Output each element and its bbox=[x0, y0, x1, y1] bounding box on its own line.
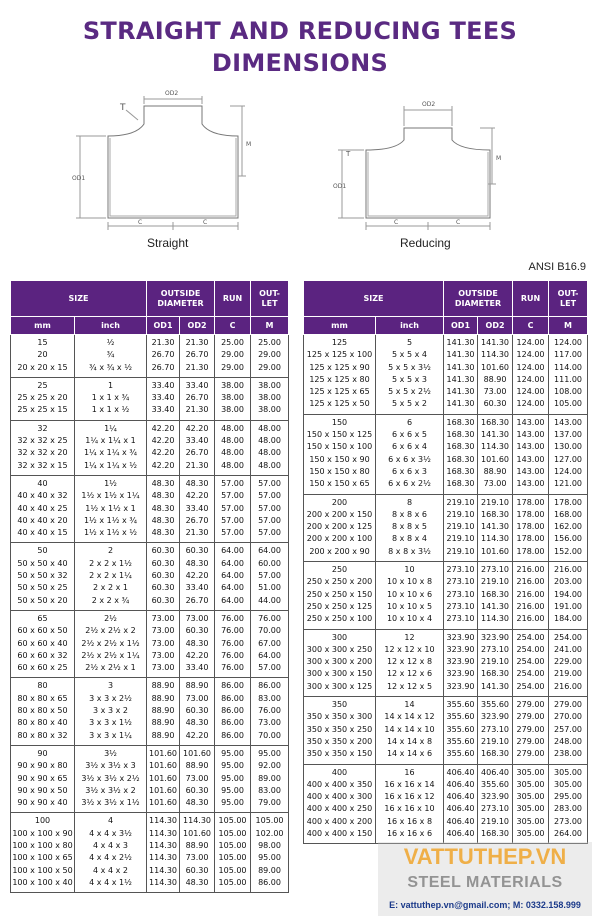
watermark bbox=[378, 842, 592, 916]
cell-od2: 323.90 273.10 219.10 168.30 141.30 bbox=[478, 629, 513, 696]
table-row bbox=[304, 414, 588, 494]
cell-inch: 16 16 x 16 x 14 16 x 16 x 12 16 x 16 x 10 16 x 16 x 8 16 x 16 x 6 bbox=[376, 764, 444, 844]
outlet-header: OUT- LET bbox=[251, 281, 289, 317]
cell-inch: 2 2 x 2 x 1½ 2 x 2 x 1¼ 2 x 2 x 1 2 x 2 x ¾ bbox=[75, 543, 147, 610]
cell-m: 86.00 83.00 76.00 73.00 70.00 bbox=[251, 678, 289, 745]
cell-mm: 15 20 20 x 20 x 15 bbox=[11, 335, 75, 378]
cell-od2: 168.30 141.30 114.30 101.60 88.90 73.00 bbox=[478, 414, 513, 494]
cell-mm: 350 350 x 350 x 300 350 x 350 x 250 350 x 350 x 200 350 x 350 x 150 bbox=[304, 697, 376, 764]
table-row bbox=[11, 813, 289, 893]
cell-m: 25.00 29.00 29.00 bbox=[251, 335, 289, 378]
cell-od2: 406.40 355.60 323.90 273.10 219.10 168.30 bbox=[478, 764, 513, 844]
table-row bbox=[11, 610, 289, 677]
straight-m-label: M bbox=[246, 141, 252, 148]
cell-inch: 10 10 x 10 x 8 10 x 10 x 6 10 x 10 x 5 10 x 10 x 4 bbox=[376, 562, 444, 629]
reducing-caption: Reducing bbox=[400, 236, 451, 250]
cell-od2: 355.60 323.90 273.10 219.10 168.30 bbox=[478, 697, 513, 764]
cell-od1: 21.30 26.70 26.70 bbox=[147, 335, 180, 378]
cell-c: 95.00 95.00 95.00 95.00 95.00 bbox=[215, 745, 251, 812]
cell-inch: 3½ 3½ x 3½ x 3 3½ x 3½ x 2½ 3½ x 3½ x 2 3½ x 3½ x 1½ bbox=[75, 745, 147, 812]
cell-c: 216.00 216.00 216.00 216.00 216.00 bbox=[513, 562, 549, 629]
inch-header: inch bbox=[75, 317, 147, 335]
od1-header: OD1 bbox=[147, 317, 180, 335]
cell-od1: 323.90 323.90 323.90 323.90 323.90 bbox=[444, 629, 478, 696]
straight-t-label: T bbox=[120, 103, 126, 113]
watermark-subtitle: STEEL MATERIALS bbox=[407, 874, 563, 891]
table-row bbox=[304, 562, 588, 629]
cell-od1: 273.10 273.10 273.10 273.10 273.10 bbox=[444, 562, 478, 629]
cell-od1: 114.30 114.30 114.30 114.30 114.30 114.30 bbox=[147, 813, 180, 893]
cell-od2: 21.30 26.70 21.30 bbox=[180, 335, 215, 378]
cell-inch: 4 4 x 4 x 3½ 4 x 4 x 3 4 x 4 x 2½ 4 x 4 x 2 4 x 4 x 1½ bbox=[75, 813, 147, 893]
cell-mm: 50 50 x 50 x 40 50 x 50 x 32 50 x 50 x 25 50 x 50 x 20 bbox=[11, 543, 75, 610]
reducing-c-label-right: C bbox=[456, 219, 461, 226]
table-row bbox=[11, 475, 289, 542]
cell-od2: 219.10 168.30 141.30 114.30 101.60 bbox=[478, 494, 513, 561]
cell-od2: 101.60 88.90 73.00 60.30 48.30 bbox=[180, 745, 215, 812]
m-header: M bbox=[251, 317, 289, 335]
cell-inch: 1½ 1½ x 1½ x 1¼ 1½ x 1½ x 1 1½ x 1½ x ¾ 1½ x 1½ x ½ bbox=[75, 475, 147, 542]
cell-inch: 12 12 x 12 x 10 12 x 12 x 8 12 x 12 x 6 12 x 12 x 5 bbox=[376, 629, 444, 696]
cell-inch: 1¼ 1¼ x 1¼ x 1 1¼ x 1¼ x ¾ 1¼ x 1¼ x ½ bbox=[75, 420, 147, 475]
cell-od1: 101.60 101.60 101.60 101.60 101.60 bbox=[147, 745, 180, 812]
cell-od1: 73.00 73.00 73.00 73.00 73.00 bbox=[147, 610, 180, 677]
cell-mm: 250 250 x 250 x 200 250 x 250 x 150 250 x 250 x 125 250 x 250 x 100 bbox=[304, 562, 376, 629]
watermark-contact: E: vattuthep.vn@gmail.com; M: 0332.158.999 bbox=[389, 900, 581, 910]
cell-c: 178.00 178.00 178.00 178.00 178.00 bbox=[513, 494, 549, 561]
watermark-name: VATTUTHEP.VN bbox=[403, 844, 567, 869]
right-table-body bbox=[304, 335, 588, 844]
cell-mm: 40 40 x 40 x 32 40 x 40 x 25 40 x 40 x 20 40 x 40 x 15 bbox=[11, 475, 75, 542]
cell-od1: 406.40 406.40 406.40 406.40 406.40 406.40 bbox=[444, 764, 478, 844]
left-table-body bbox=[11, 335, 289, 893]
table-row bbox=[304, 764, 588, 844]
inch-header: inch bbox=[376, 317, 444, 335]
cell-mm: 125 125 x 125 x 100 125 x 125 x 90 125 x 125 x 80 125 x 125 x 65 125 x 125 x 50 bbox=[304, 335, 376, 415]
cell-m: 305.00 305.00 295.00 283.00 273.00 264.00 bbox=[549, 764, 588, 844]
cell-mm: 25 25 x 25 x 20 25 x 25 x 15 bbox=[11, 377, 75, 420]
cell-c: 279.00 279.00 279.00 279.00 279.00 bbox=[513, 697, 549, 764]
cell-mm: 32 32 x 32 x 25 32 x 32 x 20 32 x 32 x 15 bbox=[11, 420, 75, 475]
cell-inch: 8 8 x 8 x 6 8 x 8 x 5 8 x 8 x 4 8 x 8 x 3½ bbox=[376, 494, 444, 561]
cell-m: 57.00 57.00 57.00 57.00 57.00 bbox=[251, 475, 289, 542]
reducing-od1-label: OD1 bbox=[333, 183, 347, 190]
standard-label: ANSI B16.9 bbox=[528, 261, 586, 273]
m-header: M bbox=[549, 317, 588, 335]
cell-inch: 1 1 x 1 x ¾ 1 x 1 x ½ bbox=[75, 377, 147, 420]
cell-c: 305.00 305.00 305.00 305.00 305.00 305.00 bbox=[513, 764, 549, 844]
cell-m: 64.00 60.00 57.00 51.00 44.00 bbox=[251, 543, 289, 610]
cell-od2: 42.20 33.40 26.70 21.30 bbox=[180, 420, 215, 475]
cell-m: 279.00 270.00 257.00 248.00 238.00 bbox=[549, 697, 588, 764]
dimensions-table-left bbox=[10, 280, 289, 893]
table-row bbox=[304, 494, 588, 561]
straight-tee-diagram bbox=[70, 90, 260, 236]
cell-mm: 80 80 x 80 x 65 80 x 80 x 50 80 x 80 x 40 80 x 80 x 32 bbox=[11, 678, 75, 745]
cell-mm: 150 150 x 150 x 125 150 x 150 x 100 150 x 150 x 90 150 x 150 x 80 150 x 150 x 65 bbox=[304, 414, 376, 494]
table-row bbox=[11, 678, 289, 745]
cell-od2: 273.10 219.10 168.30 141.30 114.30 bbox=[478, 562, 513, 629]
cell-od1: 219.10 219.10 219.10 219.10 219.10 bbox=[444, 494, 478, 561]
outside-diameter-header: OUTSIDE DIAMETER bbox=[444, 281, 513, 317]
od2-header: OD2 bbox=[180, 317, 215, 335]
cell-od1: 60.30 60.30 60.30 60.30 60.30 bbox=[147, 543, 180, 610]
od2-header: OD2 bbox=[478, 317, 513, 335]
cell-od2: 73.00 60.30 48.30 42.20 33.40 bbox=[180, 610, 215, 677]
cell-inch: 14 14 x 14 x 12 14 x 14 x 10 14 x 14 x 8 14 x 14 x 6 bbox=[376, 697, 444, 764]
outlet-header: OUT- LET bbox=[549, 281, 588, 317]
table-row bbox=[11, 335, 289, 378]
c-header: C bbox=[513, 317, 549, 335]
table-row bbox=[11, 420, 289, 475]
cell-m: 105.00 102.00 98.00 95.00 89.00 86.00 bbox=[251, 813, 289, 893]
cell-inch: 6 6 x 6 x 5 6 x 6 x 4 6 x 6 x 3½ 6 x 6 x 3 6 x 6 x 2½ bbox=[376, 414, 444, 494]
table-row bbox=[11, 377, 289, 420]
cell-mm: 200 200 x 200 x 150 200 x 200 x 125 200 x 200 x 100 200 x 200 x 90 bbox=[304, 494, 376, 561]
cell-mm: 100 100 x 100 x 90 100 x 100 x 80 100 x 100 x 65 100 x 100 x 50 100 x 100 x 40 bbox=[11, 813, 75, 893]
reducing-m-label: M bbox=[496, 155, 502, 162]
cell-m: 48.00 48.00 48.00 48.00 bbox=[251, 420, 289, 475]
cell-m: 76.00 70.00 67.00 64.00 57.00 bbox=[251, 610, 289, 677]
cell-inch: ½ ¾ ¾ x ¾ x ½ bbox=[75, 335, 147, 378]
cell-od1: 48.30 48.30 48.30 48.30 48.30 bbox=[147, 475, 180, 542]
cell-c: 64.00 64.00 64.00 64.00 64.00 bbox=[215, 543, 251, 610]
cell-mm: 300 300 x 300 x 250 300 x 300 x 200 300 x 300 x 150 300 x 300 x 125 bbox=[304, 629, 376, 696]
reducing-t-label: T bbox=[346, 150, 351, 158]
cell-c: 86.00 86.00 86.00 86.00 86.00 bbox=[215, 678, 251, 745]
cell-inch: 5 5 x 5 x 4 5 x 5 x 3½ 5 x 5 x 3 5 x 5 x 2½ 5 x 5 x 2 bbox=[376, 335, 444, 415]
reducing-c-label-left: C bbox=[394, 219, 399, 226]
mm-header: mm bbox=[11, 317, 75, 335]
cell-od2: 48.30 42.20 33.40 26.70 21.30 bbox=[180, 475, 215, 542]
cell-od2: 33.40 26.70 21.30 bbox=[180, 377, 215, 420]
cell-od1: 168.30 168.30 168.30 168.30 168.30 168.30 bbox=[444, 414, 478, 494]
dimensions-table-right bbox=[303, 280, 588, 844]
straight-od1-label: OD1 bbox=[72, 175, 86, 182]
cell-c: 76.00 76.00 76.00 76.00 76.00 bbox=[215, 610, 251, 677]
cell-od1: 88.90 88.90 88.90 88.90 88.90 bbox=[147, 678, 180, 745]
cell-m: 143.00 137.00 130.00 127.00 124.00 121.00 bbox=[549, 414, 588, 494]
c-header: C bbox=[215, 317, 251, 335]
cell-inch: 2½ 2½ x 2½ x 2 2½ x 2½ x 1½ 2½ x 2½ x 1¼ 2½ x 2½ x 1 bbox=[75, 610, 147, 677]
straight-c-label-left: C bbox=[138, 219, 143, 226]
cell-m: 178.00 168.00 162.00 156.00 152.00 bbox=[549, 494, 588, 561]
straight-od2-label: OD2 bbox=[165, 90, 179, 97]
cell-c: 105.00 105.00 105.00 105.00 105.00 105.00 bbox=[215, 813, 251, 893]
cell-od2: 141.30 114.30 101.60 88.90 73.00 60.30 bbox=[478, 335, 513, 415]
cell-mm: 90 90 x 90 x 80 90 x 90 x 65 90 x 90 x 50 90 x 90 x 40 bbox=[11, 745, 75, 812]
cell-od1: 141.30 141.30 141.30 141.30 141.30 141.30 bbox=[444, 335, 478, 415]
cell-m: 95.00 92.00 89.00 83.00 79.00 bbox=[251, 745, 289, 812]
run-header: RUN bbox=[513, 281, 549, 317]
cell-mm: 65 60 x 60 x 50 60 x 60 x 40 60 x 60 x 32 60 x 60 x 25 bbox=[11, 610, 75, 677]
cell-c: 124.00 124.00 124.00 124.00 124.00 124.00 bbox=[513, 335, 549, 415]
cell-c: 25.00 29.00 29.00 bbox=[215, 335, 251, 378]
cell-c: 254.00 254.00 254.00 254.00 254.00 bbox=[513, 629, 549, 696]
cell-od2: 60.30 48.30 42.20 33.40 26.70 bbox=[180, 543, 215, 610]
cell-c: 38.00 38.00 38.00 bbox=[215, 377, 251, 420]
reducing-od2-label: OD2 bbox=[422, 101, 436, 108]
table-row bbox=[304, 335, 588, 415]
cell-od1: 33.40 33.40 33.40 bbox=[147, 377, 180, 420]
run-header: RUN bbox=[215, 281, 251, 317]
straight-c-label-right: C bbox=[203, 219, 208, 226]
outside-diameter-header: OUTSIDE DIAMETER bbox=[147, 281, 215, 317]
cell-inch: 3 3 x 3 x 2½ 3 x 3 x 2 3 x 3 x 1½ 3 x 3 x 1¼ bbox=[75, 678, 147, 745]
page-title: STRAIGHT AND REDUCING TEES bbox=[82, 17, 518, 45]
cell-c: 48.00 48.00 48.00 48.00 bbox=[215, 420, 251, 475]
cell-od2: 88.90 73.00 60.30 48.30 42.20 bbox=[180, 678, 215, 745]
table-row bbox=[11, 745, 289, 812]
cell-m: 254.00 241.00 229.00 219.00 216.00 bbox=[549, 629, 588, 696]
cell-od1: 355.60 355.60 355.60 355.60 355.60 bbox=[444, 697, 478, 764]
cell-od1: 42.20 42.20 42.20 42.20 bbox=[147, 420, 180, 475]
cell-mm: 400 400 x 400 x 350 400 x 400 x 300 400 x 400 x 250 400 x 400 x 200 400 x 400 x 150 bbox=[304, 764, 376, 844]
table-row bbox=[304, 697, 588, 764]
reducing-tee-diagram bbox=[330, 96, 520, 236]
size-header: SIZE bbox=[304, 281, 444, 317]
straight-caption: Straight bbox=[147, 236, 189, 250]
cell-c: 57.00 57.00 57.00 57.00 57.00 bbox=[215, 475, 251, 542]
od1-header: OD1 bbox=[444, 317, 478, 335]
cell-m: 124.00 117.00 114.00 111.00 108.00 105.00 bbox=[549, 335, 588, 415]
cell-m: 216.00 203.00 194.00 191.00 184.00 bbox=[549, 562, 588, 629]
cell-od2: 114.30 101.60 88.90 73.00 60.30 48.30 bbox=[180, 813, 215, 893]
cell-m: 38.00 38.00 38.00 bbox=[251, 377, 289, 420]
page-subtitle: DIMENSIONS bbox=[211, 49, 389, 77]
table-row bbox=[304, 629, 588, 696]
mm-header: mm bbox=[304, 317, 376, 335]
size-header: SIZE bbox=[11, 281, 147, 317]
table-row bbox=[11, 543, 289, 610]
cell-c: 143.00 143.00 143.00 143.00 143.00 143.00 bbox=[513, 414, 549, 494]
